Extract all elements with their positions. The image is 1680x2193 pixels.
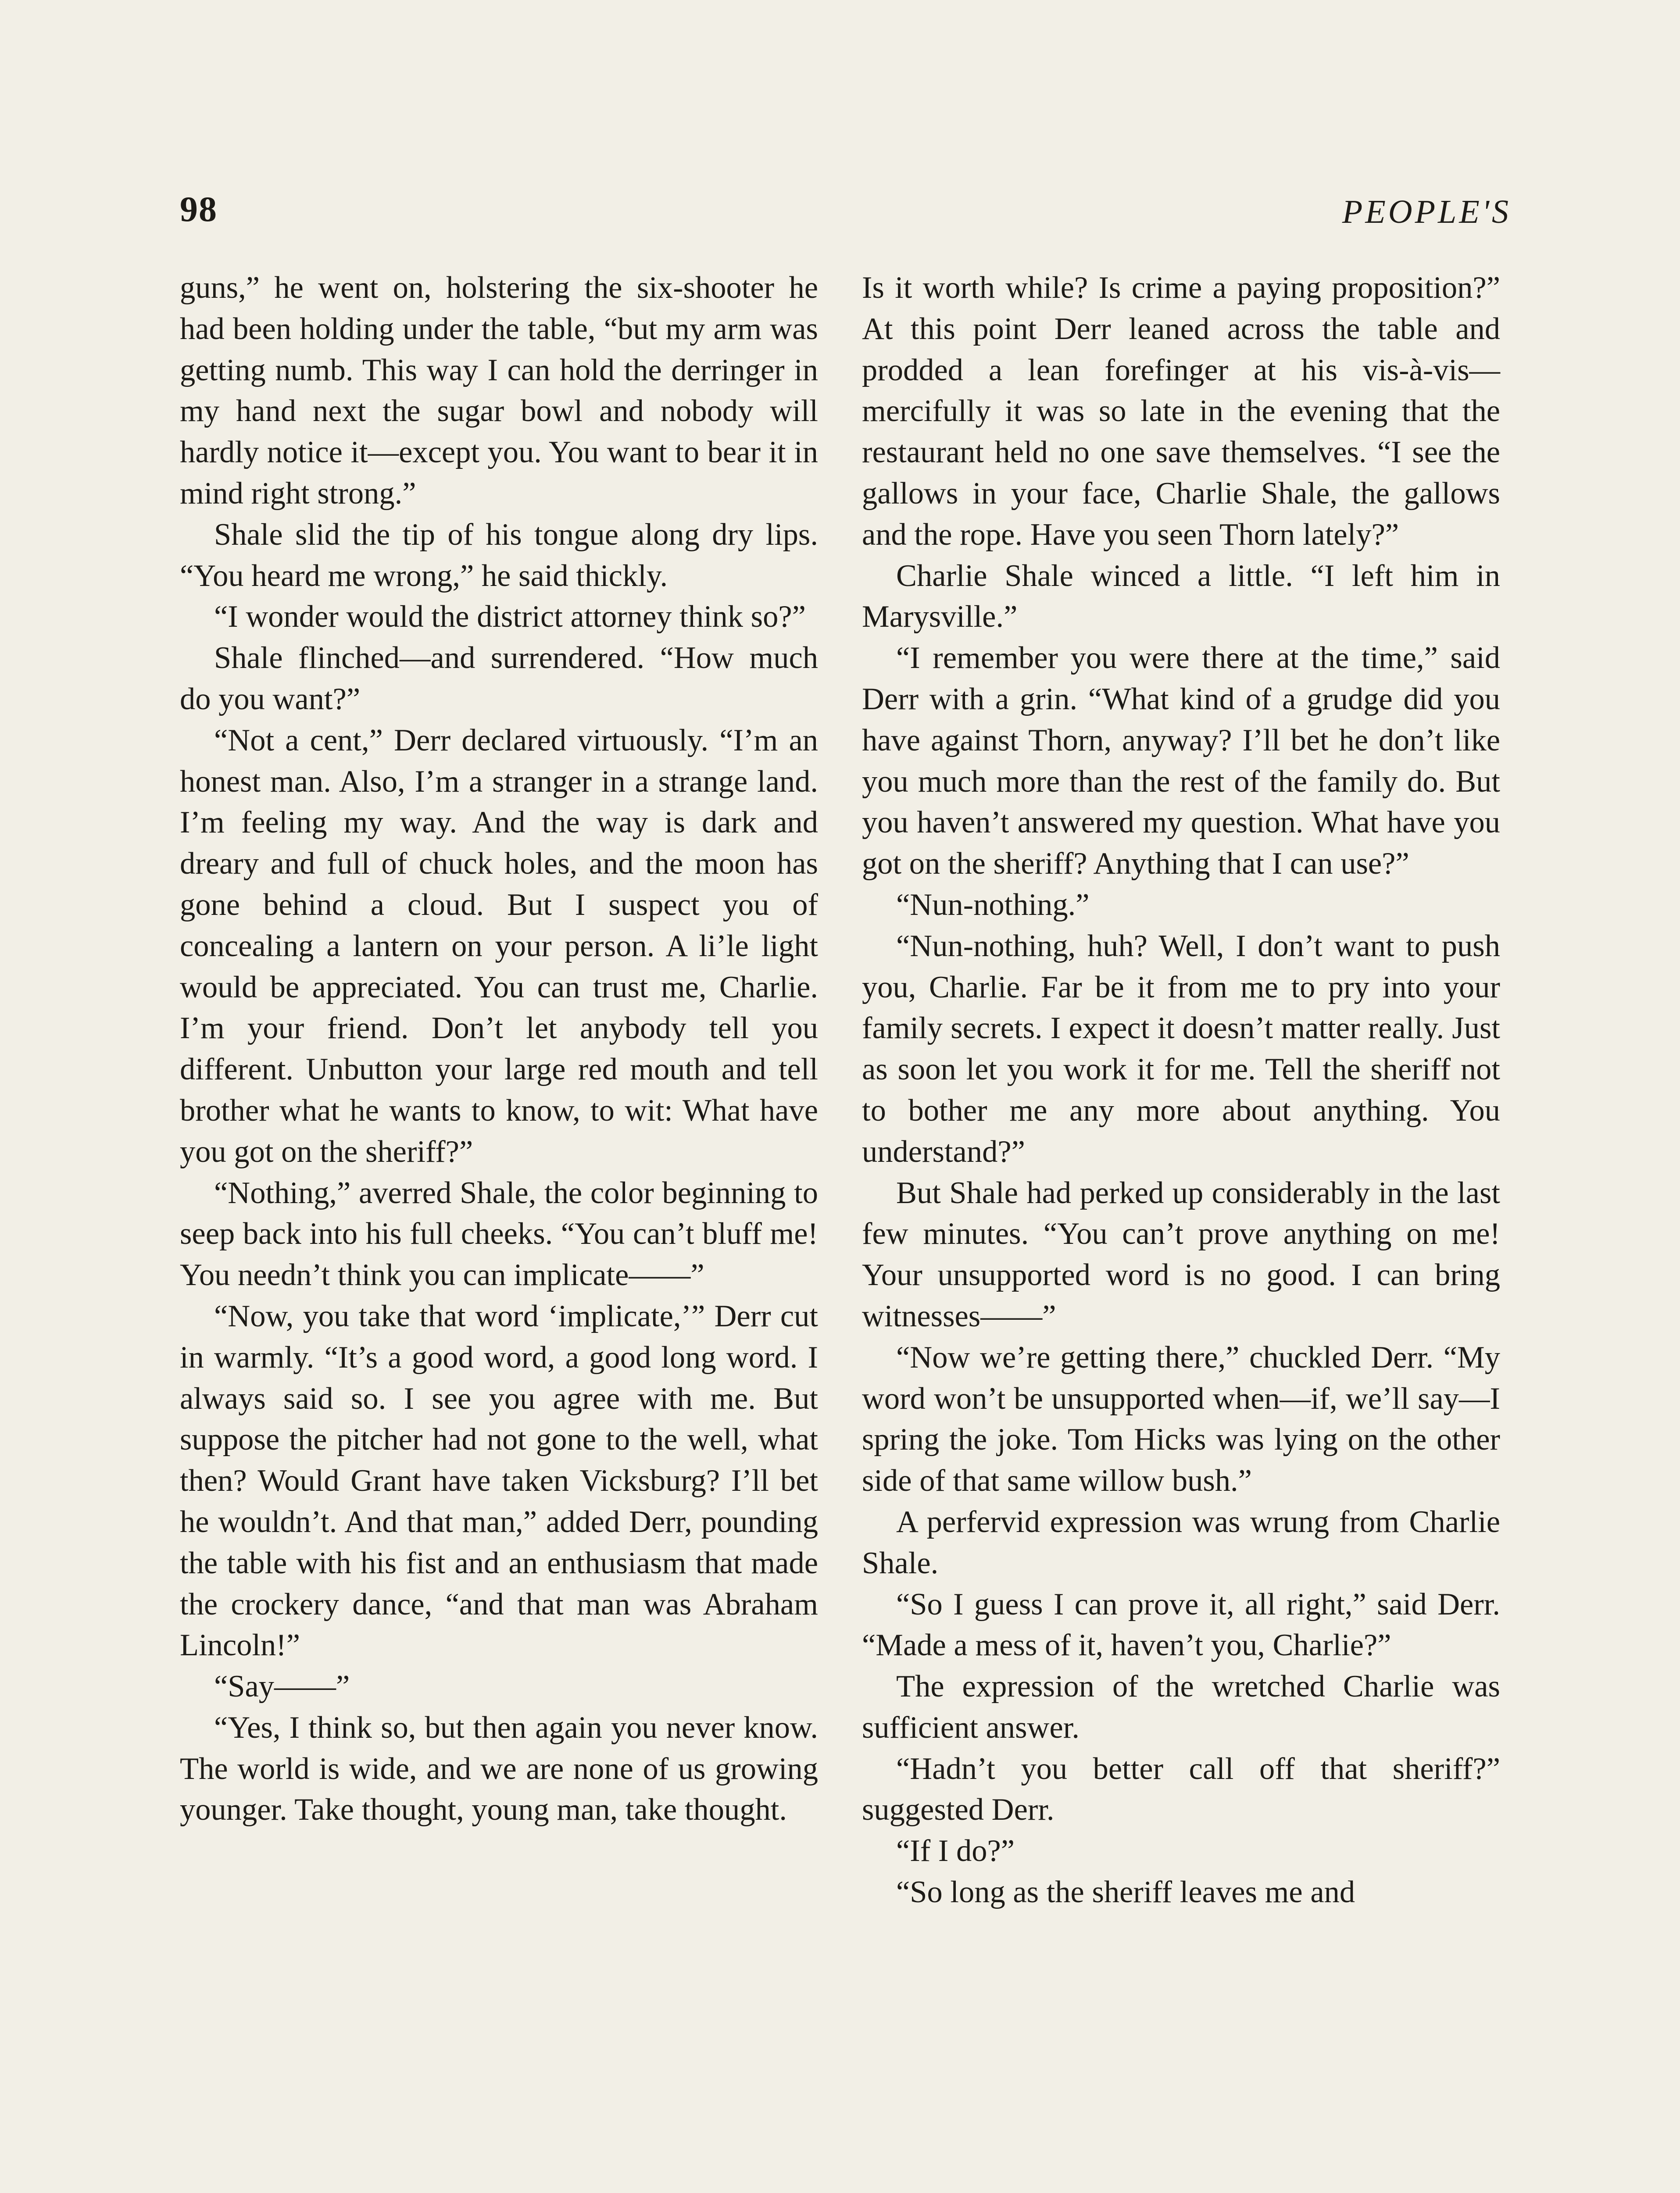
paragraph: Shale slid the tip of his tongue along dry lips. “You heard me wrong,” he said thickly. — [180, 517, 818, 593]
left-column — [180, 268, 818, 1831]
paragraph: The expression of the wretched Charlie was sufficient answer. — [862, 1669, 1500, 1745]
paragraph: Is it worth while? Is crime a paying proposition?” At this point Derr leaned across the table and prodded a lean forefinger at his vis-à-vis—mercifully it was so late in the evening that the restaurant held no one save themselves. “I see the gallows in your face, Charlie Shale, the gallows and the rope. Have you seen Thorn lately?” — [862, 271, 1500, 552]
paragraph: But Shale had perked up considerably in the last few minutes. “You can’t prove anything on me! Your unsupported word is no good. I can bring witnesses——” — [862, 1175, 1500, 1333]
paragraph: “Not a cent,” Derr declared virtuously. “I’m an honest man. Also, I’m a stranger in a strange land. I’m feeling my way. And the way is dark and dreary and full of chuck holes, and the moon has gone behind a cloud. But I suspect you of concealing a lantern on your person. A li’le light would be appreciated. You can trust me, Charlie. I’m your friend. Don’t let anybody tell you different. Unbutton your large red mouth and tell brother what he wants to know, to wit: What have you got on the sheriff?” — [180, 723, 818, 1169]
paragraph: “Nothing,” averred Shale, the color beginning to seep back into his full cheeks. “You can’t bluff me! You needn’t think you can implicate——” — [180, 1175, 818, 1293]
paragraph: “Nun-nothing.” — [896, 887, 1090, 922]
paragraph: “I wonder would the district attorney think so?” — [214, 600, 806, 634]
paragraph: “If I do?” — [896, 1834, 1015, 1868]
paragraph: “Now we’re getting there,” chuckled Derr. “My word won’t be unsupported when—if, we’ll say—I spring the joke. Tom Hicks was lying on the other side of that same willow bush.” — [862, 1340, 1500, 1498]
paragraph: “Yes, I think so, but then again you never know. The world is wide, and we are none of us growing younger. Take thought, young man, take thought. — [180, 1710, 818, 1827]
right-column — [862, 268, 1500, 1913]
paragraph: A perfervid expression was wrung from Charlie Shale. — [862, 1504, 1500, 1580]
paragraph: “Now, you take that word ‘implicate,’” Derr cut in warmly. “It’s a good word, a good long word. I always said so. I see you agree with me. But suppose the pitcher had not gone to the well, what then? Would Grant have taken Vicksburg? I’ll bet he wouldn’t. And that man,” added Derr, pounding the table with his fist and an enthusiasm that made the crockery dance, “and that man was Abraham Lincoln!” — [180, 1299, 818, 1663]
paragraph: Shale flinched—and surrendered. “How much do you want?” — [180, 641, 818, 716]
running-head: PEOPLE'S — [1342, 193, 1511, 230]
paragraph: “Say——” — [214, 1669, 350, 1704]
paragraph: guns,” he went on, holstering the six-shooter he had been holding under the table, “but my arm was getting numb. This way I can hold the derringer in my hand next the sugar bowl and nobody will hardly notice it—except you. You want to bear it in mind right strong.” — [180, 271, 818, 511]
page-number: 98 — [180, 189, 218, 229]
paragraph: “So I guess I can prove it, all right,” said Derr. “Made a mess of it, haven’t you, Charlie?” — [862, 1587, 1500, 1663]
paragraph: Charlie Shale winced a little. “I left him in Marysville.” — [862, 558, 1500, 634]
paragraph: “So long as the sheriff leaves me and — [896, 1875, 1355, 1910]
paragraph: “Nun-nothing, huh? Well, I don’t want to push you, Charlie. Far be it from me to pry into your family secrets. I expect it doesn’t matter really. Just as soon let you work it for me. Tell the sheriff not to bother me any more about anything. You understand?” — [862, 929, 1500, 1169]
paragraph: “I remember you were there at the time,” said Derr with a grin. “What kind of a grudge did you have against Thorn, anyway? I’ll bet he don’t like you much more than the rest of the family do. But you haven’t answered my question. What have you got on the sheriff? Anything that I can use?” — [862, 641, 1500, 881]
paragraph: “Hadn’t you better call off that sheriff?” suggested Derr. — [862, 1751, 1500, 1827]
